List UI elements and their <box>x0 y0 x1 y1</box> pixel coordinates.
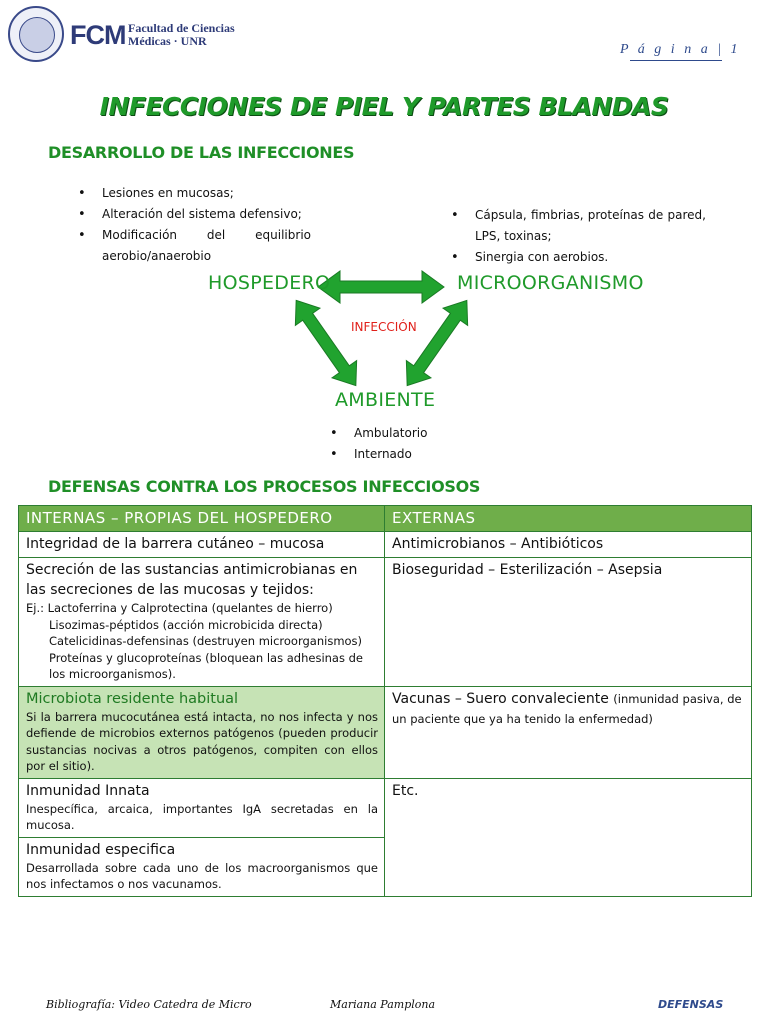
cell-subtitle: Inmunidad especifica <box>26 841 176 858</box>
example-line: Proteínas y glucoproteínas (bloquean las adhesinas de los microorganismos). <box>49 650 363 681</box>
table-row <box>19 778 752 837</box>
environment-item: • Ambulatorio <box>354 423 486 444</box>
cell-internal: Integridad de la barrera cutáneo – mucosa <box>19 532 385 558</box>
cell-detail: Si la barrera mucocutánea está intacta, no nos infecta y nos defiende de microbios externos patógenos (pueden producir sustancias nocivas a otros patógenos, compiten con ellos por el sitio). <box>26 709 378 773</box>
cell-internal <box>19 778 385 837</box>
section-title-defenses: DEFENSAS CONTRA LOS PROCESOS INFECCIOSOS <box>48 477 481 496</box>
cell-subtitle: Inmunidad Innata <box>26 782 150 799</box>
cell-internal <box>19 837 385 896</box>
cell-detail: Desarrollada sobre cada uno de los macroorganismos que nos infectamos o nos vacunamos. <box>26 860 378 891</box>
logo-line-2: Médicas · UNR <box>128 34 207 48</box>
cell-external: Antimicrobianos – Antibióticos <box>385 532 752 558</box>
micro-factor-item: • Cápsula, fimbrias, proteínas de pared, LPS, toxinas; <box>475 205 706 247</box>
footer-topic: DEFENSAS <box>658 998 724 1011</box>
logo-acronym: FCM <box>70 20 126 50</box>
host-micro-double-arrow <box>318 271 444 303</box>
micro-env-double-arrow <box>395 292 479 394</box>
cell-subtitle: Microbiota residente habitual <box>26 690 239 707</box>
document-title: INFECCIONES DE PIEL Y PARTES BLANDAS <box>99 92 669 121</box>
node-microorganism: MICROORGANISMO <box>457 272 644 294</box>
cell-main-text: Secreción de las sustancias antimicrobianas en las secreciones de las mucosas y tejidos: <box>26 562 358 598</box>
table-row <box>19 686 752 778</box>
example-line: Ej.: Lactoferrina y Calprotectina (quelantes de hierro) <box>26 601 333 615</box>
table-header-row <box>19 506 752 532</box>
column-header-internal: INTERNAS – PROPIAS DEL HOSPEDERO <box>19 506 385 532</box>
footer-bibliography: Bibliografía: Video Catedra de Micro <box>46 998 252 1011</box>
node-host: HOSPEDERO <box>208 272 331 294</box>
example-line: Catelicidinas-defensinas (destruyen microorganismos) <box>49 634 363 648</box>
cell-external: Etc. <box>385 778 752 896</box>
host-factor-item: • Modificación del equilibrio aerobio/anaerobio <box>102 225 311 267</box>
host-factor-item: • Alteración del sistema defensivo; <box>102 204 311 225</box>
environment-list <box>326 423 486 465</box>
column-header-external: EXTERNAS <box>385 506 752 532</box>
micro-factor-item: • Sinergia con aerobios. <box>475 247 706 268</box>
logo-line-1: Facultad de Ciencias <box>128 21 235 35</box>
table-row <box>19 532 752 558</box>
footer-author: Mariana Pamplona <box>330 998 436 1011</box>
host-factor-item: • Lesiones en mucosas; <box>102 183 311 204</box>
cell-detail: Inespecífica, arcaica, importantes IgA secretadas en la mucosa. <box>26 801 378 832</box>
cell-main-text: Vacunas – Suero convaleciente <box>392 690 609 707</box>
cell-external: Bioseguridad – Esterilización – Asepsia <box>385 558 752 687</box>
environment-item: • Internado <box>354 444 486 465</box>
example-line: Lisozimas-péptidos (acción microbicida directa) <box>49 617 323 632</box>
infection-center-label: INFECCIÓN <box>351 320 417 334</box>
cell-internal <box>19 558 385 687</box>
page-number-label: P á g i n a | 1 <box>620 42 741 57</box>
cell-internal-highlighted <box>19 686 385 778</box>
cell-external <box>385 686 752 778</box>
node-environment: AMBIENTE <box>335 389 436 411</box>
cell-detail: (inmunidad pasiva, de un paciente que ya ha tenido la enfermedad) <box>392 691 742 726</box>
defenses-table <box>18 505 752 897</box>
host-env-double-arrow <box>284 292 368 394</box>
table-row <box>19 558 752 687</box>
section-title-development: DESARROLLO DE LAS INFECCIONES <box>48 143 355 162</box>
